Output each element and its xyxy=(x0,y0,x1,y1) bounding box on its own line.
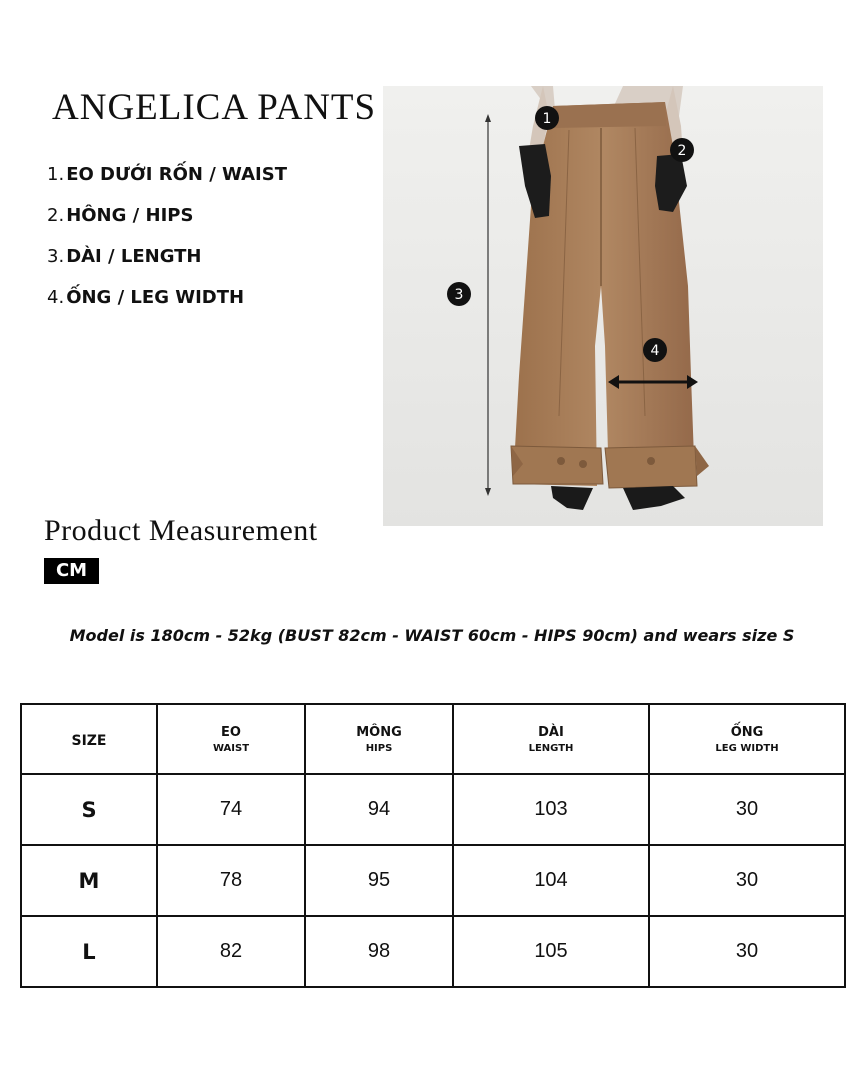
legend-number: 2. xyxy=(47,205,65,226)
marker-2 xyxy=(670,138,694,162)
left-cuff xyxy=(511,446,603,484)
model-note: Model is 180cm - 52kg (BUST 82cm - WAIST 60cm - HIPS 90cm) and wears size S xyxy=(69,626,795,645)
size-cell: M xyxy=(21,845,157,916)
measurement-legend xyxy=(47,160,287,324)
pants-illustration xyxy=(383,86,823,526)
value-cell: 30 xyxy=(649,774,845,845)
unit-badge: CM xyxy=(44,558,99,584)
waistband xyxy=(553,102,666,128)
size-table xyxy=(20,703,846,988)
cuff-button xyxy=(647,457,655,465)
value-cell: 104 xyxy=(453,845,649,916)
legend-label: ỐNG / LEG WIDTH xyxy=(66,287,245,308)
size-cell: L xyxy=(21,916,157,987)
value-cell: 98 xyxy=(305,916,453,987)
legend-item-length xyxy=(47,242,287,283)
legend-label: EO DƯỚI RỐN / WAIST xyxy=(66,164,287,185)
value-cell: 105 xyxy=(453,916,649,987)
value-cell: 78 xyxy=(157,845,305,916)
svg-text:1: 1 xyxy=(542,111,552,127)
table-header-row xyxy=(21,704,845,774)
value-cell: 94 xyxy=(305,774,453,845)
table-row xyxy=(21,916,845,987)
legend-item-hips xyxy=(47,201,287,242)
table-row xyxy=(21,774,845,845)
header-leg-width: ỐNG LEG WIDTH xyxy=(649,704,845,774)
right-cuff xyxy=(605,446,697,488)
value-cell: 30 xyxy=(649,845,845,916)
svg-text:2: 2 xyxy=(677,143,687,159)
legend-item-leg-width xyxy=(47,283,287,324)
marker-4 xyxy=(643,338,667,362)
table-row xyxy=(21,845,845,916)
svg-text:4: 4 xyxy=(650,343,660,359)
legend-number: 4. xyxy=(47,287,65,308)
legend-item-waist xyxy=(47,160,287,201)
value-cell: 95 xyxy=(305,845,453,916)
product-title: ANGELICA PANTS xyxy=(52,87,377,128)
header-hips: MÔNG HIPS xyxy=(305,704,453,774)
value-cell: 74 xyxy=(157,774,305,845)
legend-number: 3. xyxy=(47,246,65,267)
marker-1 xyxy=(535,106,559,130)
header-size: SIZE xyxy=(21,704,157,774)
cuff-button xyxy=(557,457,565,465)
legend-label: HÔNG / HIPS xyxy=(66,205,194,226)
legend-label: DÀI / LENGTH xyxy=(66,246,202,267)
legend-number: 1. xyxy=(47,164,65,185)
svg-text:3: 3 xyxy=(454,287,464,303)
marker-3 xyxy=(447,282,471,306)
value-cell: 30 xyxy=(649,916,845,987)
cuff-button xyxy=(579,460,587,468)
product-photo xyxy=(383,86,823,526)
value-cell: 103 xyxy=(453,774,649,845)
header-waist: EO WAIST xyxy=(157,704,305,774)
size-cell: S xyxy=(21,774,157,845)
value-cell: 82 xyxy=(157,916,305,987)
measurement-title: Product Measurement xyxy=(44,514,318,547)
header-length: DÀI LENGTH xyxy=(453,704,649,774)
